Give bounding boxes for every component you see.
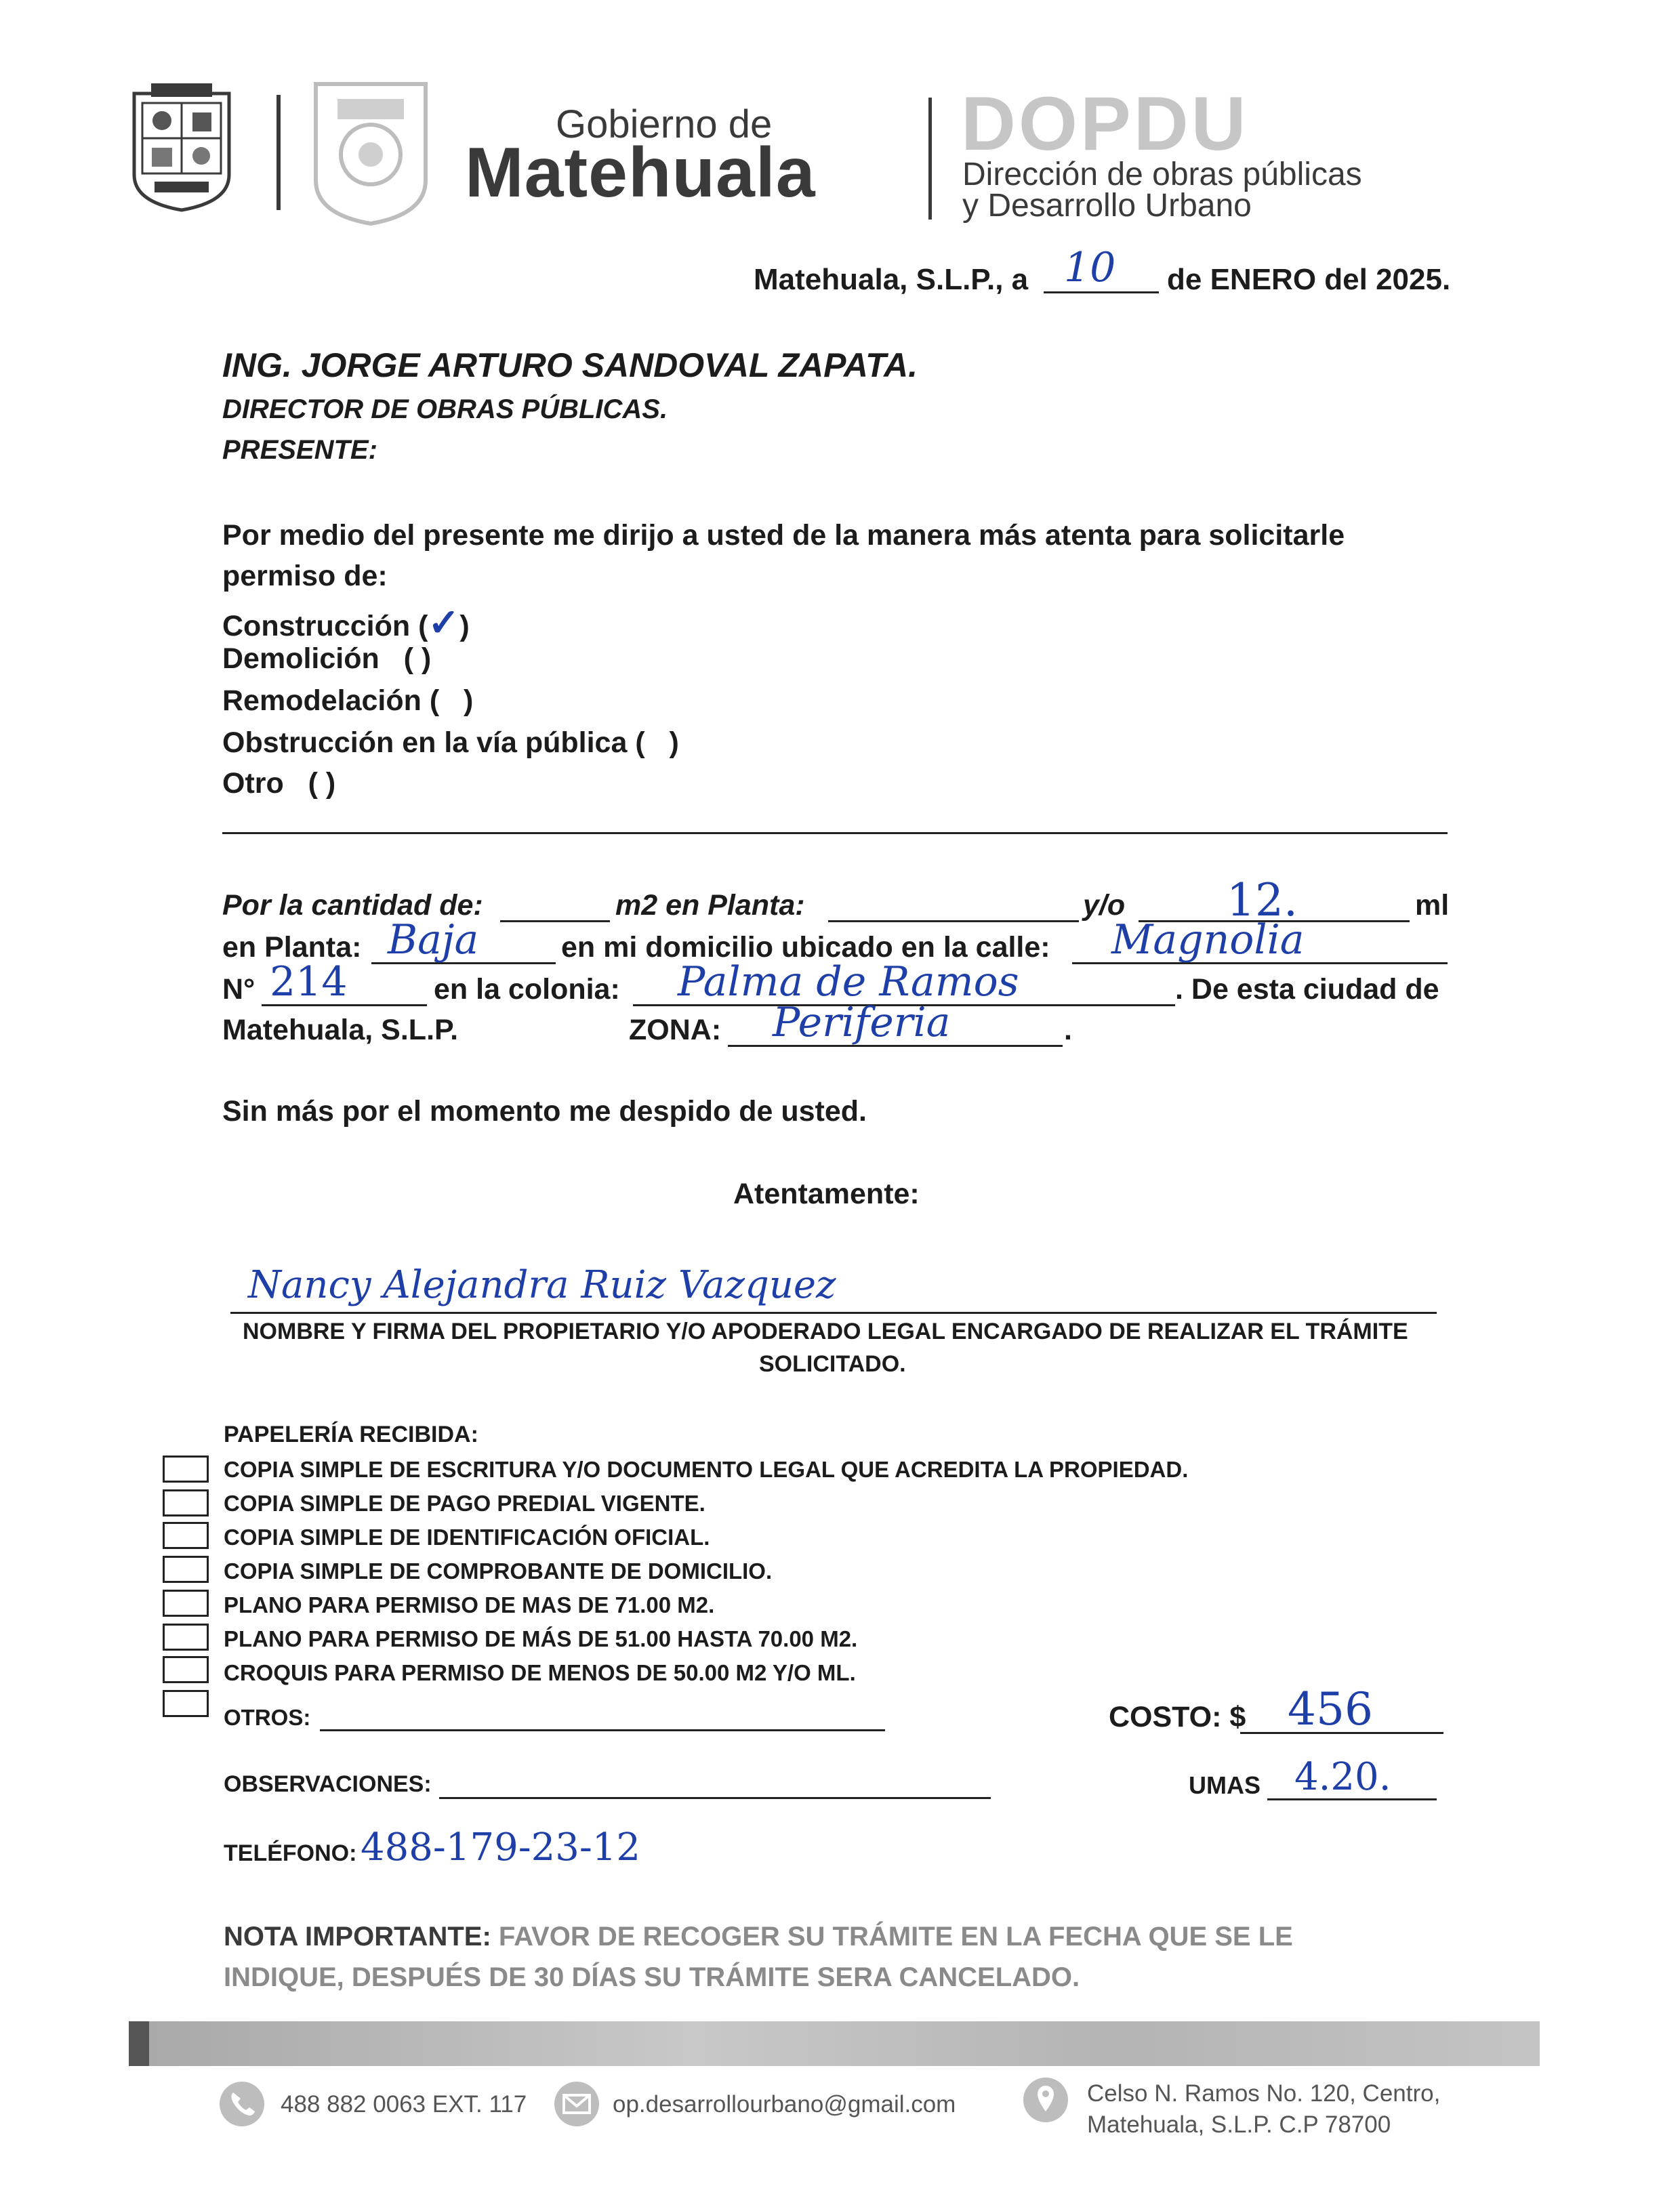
option-remodelacion [222, 684, 473, 718]
mail-icon [554, 2082, 599, 2126]
recipient-title: DIRECTOR DE OBRAS PÚBLICAS. [222, 394, 668, 424]
location-pin-icon [1023, 2078, 1068, 2122]
footer-phone: 488 882 0063 EXT. 117 [281, 2091, 527, 2118]
nota-text-2: INDIQUE, DESPUÉS DE 30 DÍAS SU TRÁMITE SERA CANCELADO. [224, 1962, 1080, 1992]
qty-m2-line [500, 889, 610, 922]
nota-label: NOTA IMPORTANTE: [224, 1922, 491, 1952]
option-close: ( ) [403, 642, 432, 675]
nota-text-1: FAVOR DE RECOGER SU TRÁMITE EN LA FECHA QUE SE LE [498, 1922, 1293, 1952]
option-close: ) [459, 610, 470, 642]
option-obstruccion [222, 726, 679, 760]
observaciones-label: OBSERVACIONES: [224, 1771, 432, 1797]
doc-checkbox-plano-51-70[interactable] [163, 1624, 209, 1651]
closing-text: Sin más por el momento me despido de usted. [222, 1095, 867, 1128]
zona-label: ZONA: [629, 1014, 722, 1046]
phone-icon [220, 2082, 264, 2126]
date-suffix: de ENERO del 2025. [1167, 263, 1451, 296]
gov-line2: Matehuala [465, 133, 816, 212]
otro-line [222, 805, 1448, 834]
option-label: Otro [222, 767, 284, 800]
doc-checkbox-plano-71[interactable] [163, 1590, 209, 1617]
signature-line [230, 1277, 1437, 1314]
costo-label: COSTO: $ [1109, 1701, 1246, 1733]
doc-item-identificacion: COPIA SIMPLE DE IDENTIFICACIÓN OFICIAL. [224, 1525, 710, 1550]
qty-m2-label: m2 en Planta: [615, 889, 805, 922]
doc-item-predial: COPIA SIMPLE DE PAGO PREDIAL VIGENTE. [224, 1491, 705, 1516]
ciudad: Matehuala, S.L.P. [222, 1014, 459, 1046]
coat-of-arms-logo [127, 80, 236, 213]
doc-item-escritura: COPIA SIMPLE DE ESCRITURA Y/O DOCUMENTO LEGAL QUE ACREDITA LA PROPIEDAD. [224, 1457, 1189, 1482]
qty-planta-line [828, 889, 1079, 922]
footer-email: op.desarrollourbano@gmail.com [613, 2091, 956, 2118]
doc-item-plano-51-70: PLANO PARA PERMISO DE MÁS DE 51.00 HASTA 70.00 M2. [224, 1626, 858, 1651]
intro-line-1: Por medio del presente me dirijo a usted de la manera más atenta para solicitarle [222, 519, 1345, 552]
telefono-value: 488-179-23-12 [361, 1825, 641, 1870]
zona-value: Periferia [773, 999, 951, 1046]
option-construccion [222, 600, 470, 645]
papeleria-heading: PAPELERÍA RECIBIDA: [224, 1422, 478, 1447]
signature-caption-2: SOLICITADO. [759, 1351, 906, 1377]
option-otro [222, 767, 335, 800]
intro-line-2: permiso de: [222, 560, 388, 592]
doc-checkbox-predial[interactable] [163, 1489, 209, 1516]
qty-label: Por la cantidad de: [222, 889, 483, 922]
otros-line [320, 1702, 885, 1731]
nota-line-1 [224, 1922, 1293, 1952]
ciudad-label: . De esta ciudad de [1175, 973, 1439, 1006]
doc-checkbox-domicilio[interactable] [163, 1556, 209, 1583]
header-divider-right [928, 98, 932, 220]
option-demolicion [222, 642, 431, 676]
option-close: ( ) [308, 767, 336, 800]
recipient-name: ING. JORGE ARTURO SANDOVAL ZAPATA. [222, 346, 918, 384]
calle-value: Magnolia [1111, 916, 1305, 964]
date-day-value: 10 [1064, 244, 1116, 291]
option-close: ) [464, 684, 474, 717]
doc-item-croquis: CROQUIS PARA PERMISO DE MENOS DE 50.00 M2 Y/O ML. [224, 1660, 856, 1685]
signer-name-handwritten: Nancy Alejandra Ruiz Vazquez [248, 1263, 836, 1307]
observaciones-line [439, 1771, 991, 1799]
qty-ml-value: 12. [1227, 874, 1298, 926]
doc-checkbox-otros[interactable] [163, 1690, 209, 1717]
atentamente: Atentamente: [733, 1178, 920, 1210]
doc-checkbox-escritura[interactable] [163, 1456, 209, 1483]
check-mark: ✓ [428, 600, 460, 645]
costo-value: 456 [1288, 1683, 1373, 1735]
umas-label: UMAS [1189, 1771, 1261, 1799]
footer-address-1: Celso N. Ramos No. 120, Centro, [1087, 2080, 1441, 2107]
planta-label: en Planta: [222, 931, 362, 964]
dept-line1: Dirección de obras públicas [962, 157, 1362, 192]
option-label: Obstrucción en la vía pública ( [222, 726, 645, 759]
doc-item-domicilio: COPIA SIMPLE DE COMPROBANTE DE DOMICILIO. [224, 1559, 773, 1584]
planta-value: Baja [388, 916, 479, 964]
doc-checkbox-identificacion[interactable] [163, 1522, 209, 1549]
option-close: ) [669, 726, 679, 759]
num-label: N° [222, 973, 255, 1006]
qty-yo: y/o [1083, 889, 1126, 922]
option-label: Demolición [222, 642, 380, 675]
gov-line1: Gobierno de [556, 102, 773, 146]
qty-ml: ml [1415, 889, 1450, 922]
zona-end: . [1064, 1014, 1072, 1046]
num-value: 214 [270, 958, 348, 1006]
header-divider-left [276, 95, 281, 210]
colonia-value: Palma de Ramos [678, 958, 1019, 1006]
doc-checkbox-croquis[interactable] [163, 1656, 209, 1683]
umas-value: 4.20. [1294, 1755, 1391, 1799]
signature-caption-1: NOMBRE Y FIRMA DEL PROPIETARIO Y/O APODERADO LEGAL ENCARGADO DE REALIZAR EL TRÁMITE [243, 1319, 1408, 1344]
date-prefix: Matehuala, S.L.P., a [754, 263, 1029, 296]
footer-decorative-band [129, 2021, 1540, 2066]
dept-acronym: DOPDU [961, 81, 1249, 166]
telefono-label: TELÉFONO: [224, 1840, 357, 1866]
doc-item-plano-71: PLANO PARA PERMISO DE MAS DE 71.00 M2. [224, 1592, 715, 1617]
city-emblem-logo [310, 79, 431, 228]
dept-line2: y Desarrollo Urbano [962, 188, 1252, 224]
recipient-presente: PRESENTE: [222, 435, 377, 465]
option-label: Remodelación ( [222, 684, 440, 717]
option-label: Construcción ( [222, 610, 428, 642]
colonia-label: en la colonia: [434, 973, 620, 1006]
footer-address-2: Matehuala, S.L.P. C.P 78700 [1087, 2111, 1391, 2138]
doc-item-otros: OTROS: [224, 1705, 311, 1730]
calle-label: en mi domicilio ubicado en la calle: [561, 931, 1050, 964]
